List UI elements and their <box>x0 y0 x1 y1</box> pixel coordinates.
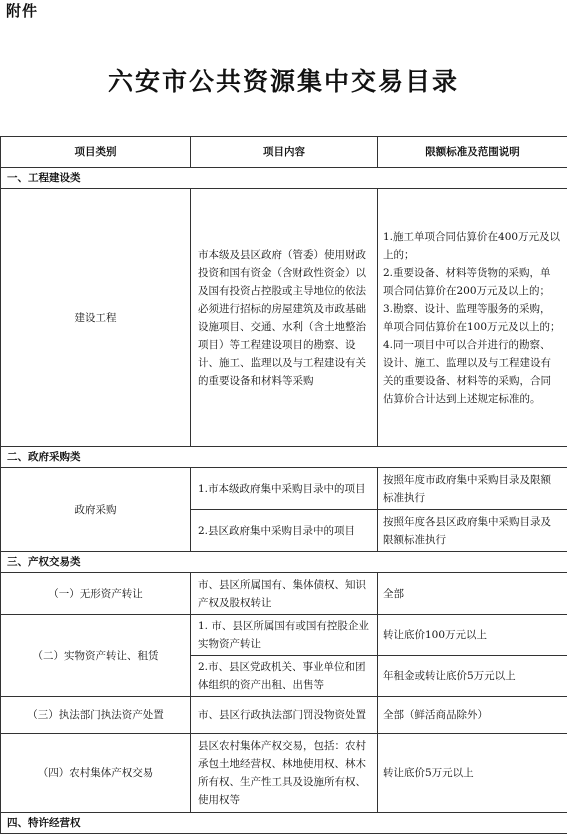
section-heading: 三、产权交易类 <box>1 552 567 573</box>
column-header: 限额标准及范围说明 <box>378 137 567 168</box>
trading-catalog-table <box>0 136 567 834</box>
section-heading: 四、特许经营权 <box>1 813 567 834</box>
table-row <box>1 468 567 510</box>
content-cell: 县区农村集体产权交易，包括：农村承包土地经营权、林地使用权、林木所有权、生产性工具及设施所有权、使用权等 <box>191 734 378 813</box>
limit-cell: 年租金或转让底价5万元以上 <box>378 656 567 697</box>
section-heading: 一、工程建设类 <box>1 168 567 189</box>
limit-cell: 按照年度各县区政府集中采购目录及限额标准执行 <box>378 510 567 552</box>
category-cell: （三）执法部门执法资产处置 <box>1 697 191 734</box>
category-cell: （二）实物资产转让、租赁 <box>1 615 191 697</box>
category-cell: 建设工程 <box>1 189 191 447</box>
category-cell: 政府采购 <box>1 468 191 552</box>
column-header: 项目类别 <box>1 137 191 168</box>
page-title: 六安市公共资源集中交易目录 <box>0 62 567 98</box>
table-row <box>1 734 567 813</box>
limit-cell: 转让底价5万元以上 <box>378 734 567 813</box>
limit-cell: 按照年度市政府集中采购目录及限额标准执行 <box>378 468 567 510</box>
table-row <box>1 573 567 615</box>
table-row <box>1 697 567 734</box>
category-cell: （一）无形资产转让 <box>1 573 191 615</box>
content-cell: 1.市本级政府集中采购目录中的项目 <box>191 468 378 510</box>
table-header-row <box>1 137 567 168</box>
limit-cell <box>378 189 567 447</box>
content-cell: 2.县区政府集中采购目录中的项目 <box>191 510 378 552</box>
limit-item: 1.施工单项合同估算价在400万元及以上的； <box>383 228 561 264</box>
column-header: 项目内容 <box>191 137 378 168</box>
content-cell: 1. 市、县区所属国有或国有控股企业实物资产转让 <box>191 615 378 656</box>
limit-cell: 全部 <box>378 573 567 615</box>
content-cell: 2.市、县区党政机关、事业单位和团体组织的资产出租、出售等 <box>191 656 378 697</box>
category-cell: （四）农村集体产权交易 <box>1 734 191 813</box>
limit-item: 2.重要设备、材料等货物的采购，单项合同估算价在200万元及以上的； <box>383 264 561 300</box>
limit-item: 4.同一项目中可以合并进行的勘察、设计、施工、监理以及与工程建设有关的重要设备、材料等的采购，合同估算价合计达到上述规定标准的。 <box>383 336 561 408</box>
limit-item: 3.勘察、设计、监理等服务的采购，单项合同估算价在100万元及以上的； <box>383 300 561 336</box>
content-cell: 市、县区所属国有、集体债权、知识产权及股权转让 <box>191 573 378 615</box>
table-row <box>1 189 567 447</box>
limit-cell: 全部（鲜活商品除外） <box>378 697 567 734</box>
content-cell: 市、县区行政执法部门罚没物资处置 <box>191 697 378 734</box>
section-heading: 二、政府采购类 <box>1 447 567 468</box>
attachment-label: 附件 <box>6 0 38 21</box>
section-row <box>1 447 567 468</box>
table-row <box>1 615 567 656</box>
section-row <box>1 552 567 573</box>
limit-cell: 转让底价100万元以上 <box>378 615 567 656</box>
content-cell: 市本级及县区政府（管委）使用财政投资和国有资金（含财政性资金）以及国有投资占控股或主导地位的依法必须进行招标的房屋建筑及市政基础设施项目、交通、水利（含土地整治项目）等工程建设项目的勘察、设计、施工、监理以及与工程建设有关的重要设备和材料等采购 <box>191 189 378 447</box>
section-row <box>1 813 567 834</box>
section-row <box>1 168 567 189</box>
